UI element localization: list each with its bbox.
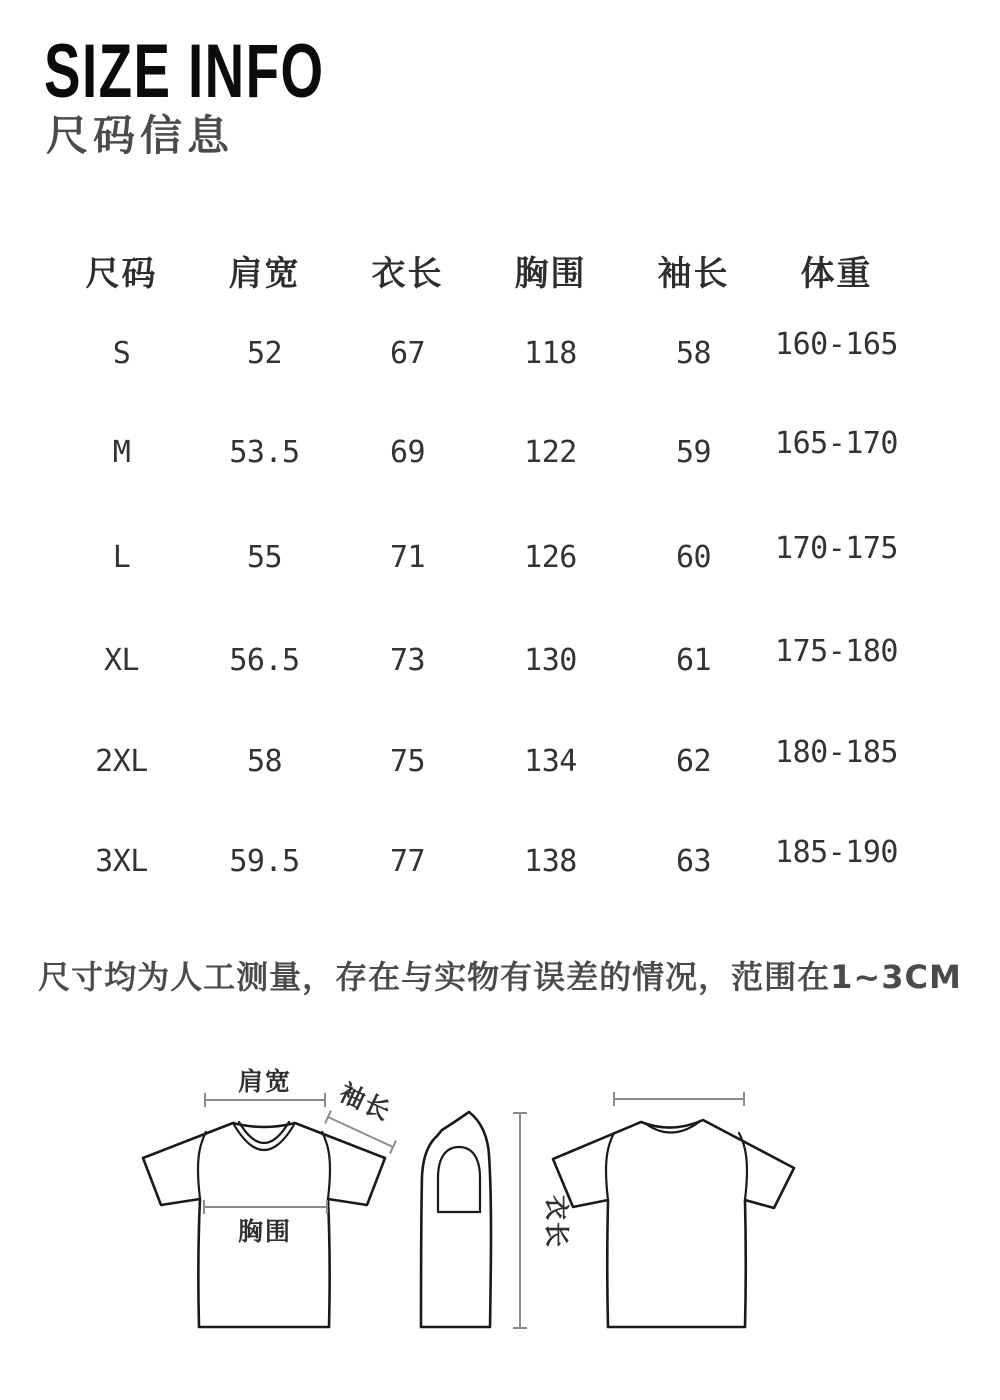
cell-size: XL <box>103 642 140 678</box>
cell-length: 77 <box>389 843 426 879</box>
cell-length: 75 <box>389 743 426 779</box>
size-table <box>50 240 908 920</box>
cell-shoulder: 58 <box>246 743 283 779</box>
cell-sleeve: 61 <box>675 642 712 678</box>
length-measure-line <box>513 1113 527 1328</box>
cell-sleeve: 59 <box>675 434 712 470</box>
back-shoulder-measure-line <box>614 1092 744 1106</box>
tshirt-measurement-diagram <box>0 1050 1000 1400</box>
cell-length: 69 <box>389 434 426 470</box>
cell-weight: 160-165 <box>775 326 898 362</box>
column-header-size: 尺码 <box>85 253 158 294</box>
column-header-shoulder: 肩宽 <box>228 253 301 294</box>
cell-length: 71 <box>389 539 426 575</box>
garment-length-label: 衣长 <box>542 1194 571 1250</box>
cell-weight: 180-185 <box>775 734 898 770</box>
cell-weight: 170-175 <box>775 530 898 566</box>
chest-width-label: 胸围 <box>237 1217 293 1246</box>
cell-size: S <box>112 335 131 371</box>
cell-chest: 126 <box>524 539 577 575</box>
table-row-s <box>50 328 908 378</box>
cell-chest: 118 <box>524 335 577 371</box>
cell-shoulder: 55 <box>246 539 283 575</box>
table-row-2xl <box>50 736 908 786</box>
cell-weight: 175-180 <box>775 633 898 669</box>
cell-weight: 165-170 <box>775 425 898 461</box>
cell-sleeve: 60 <box>675 539 712 575</box>
cell-chest: 134 <box>524 743 577 779</box>
column-header-chest: 胸围 <box>514 253 587 294</box>
cell-size: 3XL <box>95 843 148 879</box>
cell-shoulder: 52 <box>246 335 283 371</box>
sleeve-length-label: 袖长 <box>334 1077 397 1127</box>
column-header-sleeve: 袖长 <box>657 253 730 294</box>
page-subtitle: 尺码信息 <box>46 111 235 160</box>
cell-shoulder: 59.5 <box>229 843 300 879</box>
column-header-weight: 体重 <box>800 253 873 294</box>
column-header-length: 衣长 <box>371 253 444 294</box>
table-row-l <box>50 532 908 582</box>
page-title: SIZE INFO <box>44 29 325 114</box>
shoulder-width-label: 肩宽 <box>237 1067 293 1096</box>
cell-size: 2XL <box>95 743 148 779</box>
cell-sleeve: 62 <box>675 743 712 779</box>
cell-length: 73 <box>389 642 426 678</box>
cell-size: M <box>112 434 131 470</box>
measurement-note: 尺寸均为人工测量，存在与实物有误差的情况，范围在1~3CM <box>38 958 962 996</box>
cell-chest: 138 <box>524 843 577 879</box>
cell-shoulder: 56.5 <box>229 642 300 678</box>
back-shirt-outline <box>553 1120 794 1327</box>
cell-length: 67 <box>389 335 426 371</box>
cell-shoulder: 53.5 <box>229 434 300 470</box>
table-row-3xl <box>50 836 908 886</box>
cell-sleeve: 58 <box>675 335 712 371</box>
table-row-m <box>50 427 908 477</box>
cell-weight: 185-190 <box>775 834 898 870</box>
cell-size: L <box>112 539 131 575</box>
cell-chest: 130 <box>524 642 577 678</box>
cell-sleeve: 63 <box>675 843 712 879</box>
cell-chest: 122 <box>524 434 577 470</box>
table-row-xl <box>50 635 908 685</box>
size-table-header-row <box>50 240 908 300</box>
side-shirt-outline <box>421 1112 491 1327</box>
